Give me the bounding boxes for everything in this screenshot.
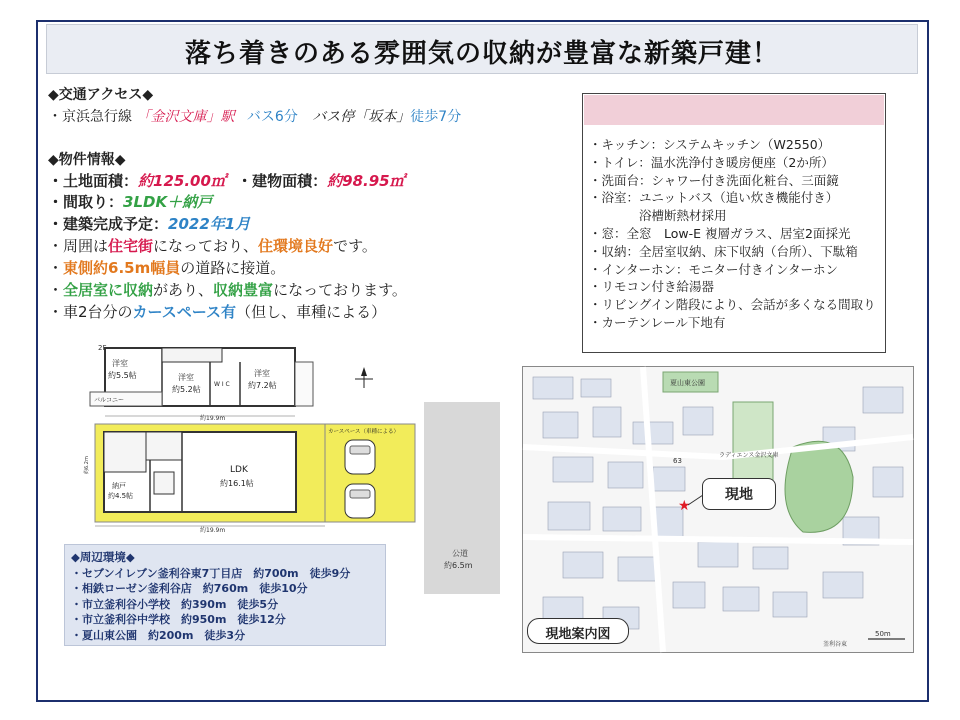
- feature-item: ・浴室：ユニットバス（追い炊き機能付き）: [589, 190, 839, 206]
- building-value: 約98.95㎡: [327, 172, 405, 190]
- feature-item: ・キッチン：システムキッチン（W2550）: [589, 137, 831, 152]
- features-list: [589, 136, 876, 332]
- depth-label: 約6.2m: [84, 456, 90, 474]
- surroundings-item: ・夏山東公園 約200m 徒歩3分: [71, 628, 246, 642]
- surroundings-list: [71, 566, 350, 643]
- surroundings-text: ・周囲は: [48, 237, 109, 255]
- floor-plan: [84, 340, 420, 540]
- completion-line: [48, 213, 250, 234]
- floor2-label: 2F: [98, 344, 107, 352]
- map-caption-box: [527, 618, 629, 644]
- layout-value: 3LDK＋納戸: [123, 193, 213, 211]
- apartment-label: ラディエンス金沢文庫: [719, 452, 779, 459]
- access-walk: 徒歩7分: [410, 109, 462, 125]
- feature-item: ・リモコン付き給湯器: [589, 279, 715, 295]
- surroundings-highlight: 住宅街: [108, 237, 154, 255]
- storage-highlight-2: 収納豊富: [213, 281, 274, 299]
- parking-text: ・車2台分の: [48, 303, 133, 321]
- site-callout: [702, 478, 776, 510]
- room1-size: 約5.5帖: [108, 371, 137, 380]
- room3-size: 約7.2帖: [248, 381, 277, 390]
- title-banner: [46, 24, 918, 74]
- completion-label: ・建築完成予定：: [48, 215, 169, 233]
- storage-line: [48, 279, 407, 300]
- road-name: 公道: [452, 549, 468, 558]
- nando-label: 納戸: [112, 482, 126, 490]
- completion-value: 2022年1月: [168, 215, 251, 233]
- width-top: 約19.9m: [200, 415, 226, 422]
- feature-item: ・洗面台：シャワー付き洗面化粧台、三面鏡: [589, 172, 839, 188]
- surroundings-text-2: になっており、: [153, 237, 259, 255]
- access-line: [48, 106, 461, 126]
- access-station: 「金沢文庫」駅: [136, 109, 235, 125]
- property-heading: ◆物件情報◆: [48, 152, 126, 168]
- road-highlight: 東側約6.5m幅員: [63, 259, 181, 277]
- car-space-label: カースペース（車種による）: [328, 429, 399, 435]
- surroundings-item: ・相鉄ローゼン釜利谷店 約760m 徒歩10分: [71, 582, 308, 596]
- width-bottom: 約19.9m: [200, 527, 226, 534]
- parking-highlight: カースペース有: [132, 303, 237, 321]
- feature-item: ・リビングイン階段により、会話が多くなる間取り: [589, 297, 876, 313]
- surroundings-heading: ◆周辺環境◆: [71, 550, 135, 564]
- park-label: 夏山東公園: [670, 379, 705, 387]
- feature-item: ・インターホン：モニター付きインターホン: [589, 261, 839, 277]
- site-marker-icon: ★: [678, 498, 691, 514]
- surroundings-line: [48, 235, 377, 256]
- room3-label: 洋室: [254, 369, 270, 378]
- land-value: 約125.00㎡: [138, 172, 226, 190]
- site-label: 現地: [725, 487, 753, 503]
- access-line-prefix: ・京浜急行線: [48, 109, 132, 125]
- feature-item: 浴槽断熱材採用: [589, 208, 727, 224]
- block-label: 63: [673, 457, 682, 465]
- building-label: ・建物面積：: [237, 172, 328, 190]
- page-title: 落ち着きのある雰囲気の収納が豊富な新築戸建！: [184, 39, 779, 69]
- layout-line: [48, 191, 212, 212]
- features-header-band: [584, 95, 884, 125]
- road-text: の道路に接道。: [180, 259, 286, 277]
- road-width: 約6.5m: [444, 561, 473, 570]
- ldk-label: LDK: [230, 465, 248, 475]
- road-line: [48, 257, 285, 278]
- surroundings-box: [64, 544, 386, 646]
- balcony-label: バルコニー: [94, 397, 125, 404]
- surroundings-text-3: です。: [333, 237, 377, 255]
- parking-note: （但し、車種による）: [236, 303, 387, 321]
- road-bullet: ・: [48, 259, 64, 277]
- storage-text: があり、: [153, 281, 214, 299]
- compass-icon: [355, 367, 373, 388]
- storage-bullet: ・: [48, 281, 64, 299]
- wic-label: W I C: [214, 381, 230, 388]
- surroundings-item: ・市立釜利谷中学校 約950m 徒歩12分: [71, 613, 286, 627]
- parking-line: [48, 301, 386, 322]
- surroundings-item: ・市立釜利谷小学校 約390m 徒歩5分: [71, 597, 279, 611]
- environment-highlight: 住環境良好: [258, 237, 334, 255]
- layout-label: ・間取り：: [48, 193, 124, 211]
- land-label: ・土地面積：: [48, 172, 139, 190]
- feature-item: ・窓：全窓 Low-E 複層ガラス、居室2面採光: [589, 225, 851, 241]
- feature-item: ・収納：全居室収納、床下収納（台所）、下駄箱: [589, 243, 858, 259]
- balcony-east: [295, 362, 313, 406]
- ldk-size: 約16.1帖: [220, 479, 254, 488]
- room1-label: 洋室: [112, 359, 128, 368]
- feature-item: ・カーテンレール下地有: [589, 314, 726, 330]
- room2-label: 洋室: [178, 373, 194, 382]
- feature-item: ・トイレ：温水洗浄付き暖房便座（2か所）: [589, 154, 834, 170]
- access-heading: ◆交通アクセス◆: [48, 87, 154, 103]
- scale-label: 50m: [875, 630, 891, 638]
- surroundings-item: ・セブンイレブン釜利谷東7丁目店 約700m 徒歩9分: [71, 567, 351, 580]
- map-caption: 現地案内図: [545, 627, 611, 642]
- shrine-area: [785, 441, 853, 532]
- street-label: 釜利谷東: [823, 641, 848, 648]
- access-bus: バス6分: [246, 109, 298, 125]
- room2-size: 約5.2帖: [172, 385, 201, 394]
- property-area-line: [48, 170, 405, 191]
- nando-size: 約4.5帖: [108, 492, 134, 500]
- storage-text-2: になっております。: [273, 281, 407, 299]
- storage-highlight: 全居室に収納: [63, 281, 154, 299]
- apartment-area: [733, 402, 773, 482]
- access-busstop: バス停「坂本」: [312, 109, 411, 125]
- features-box: [582, 93, 886, 353]
